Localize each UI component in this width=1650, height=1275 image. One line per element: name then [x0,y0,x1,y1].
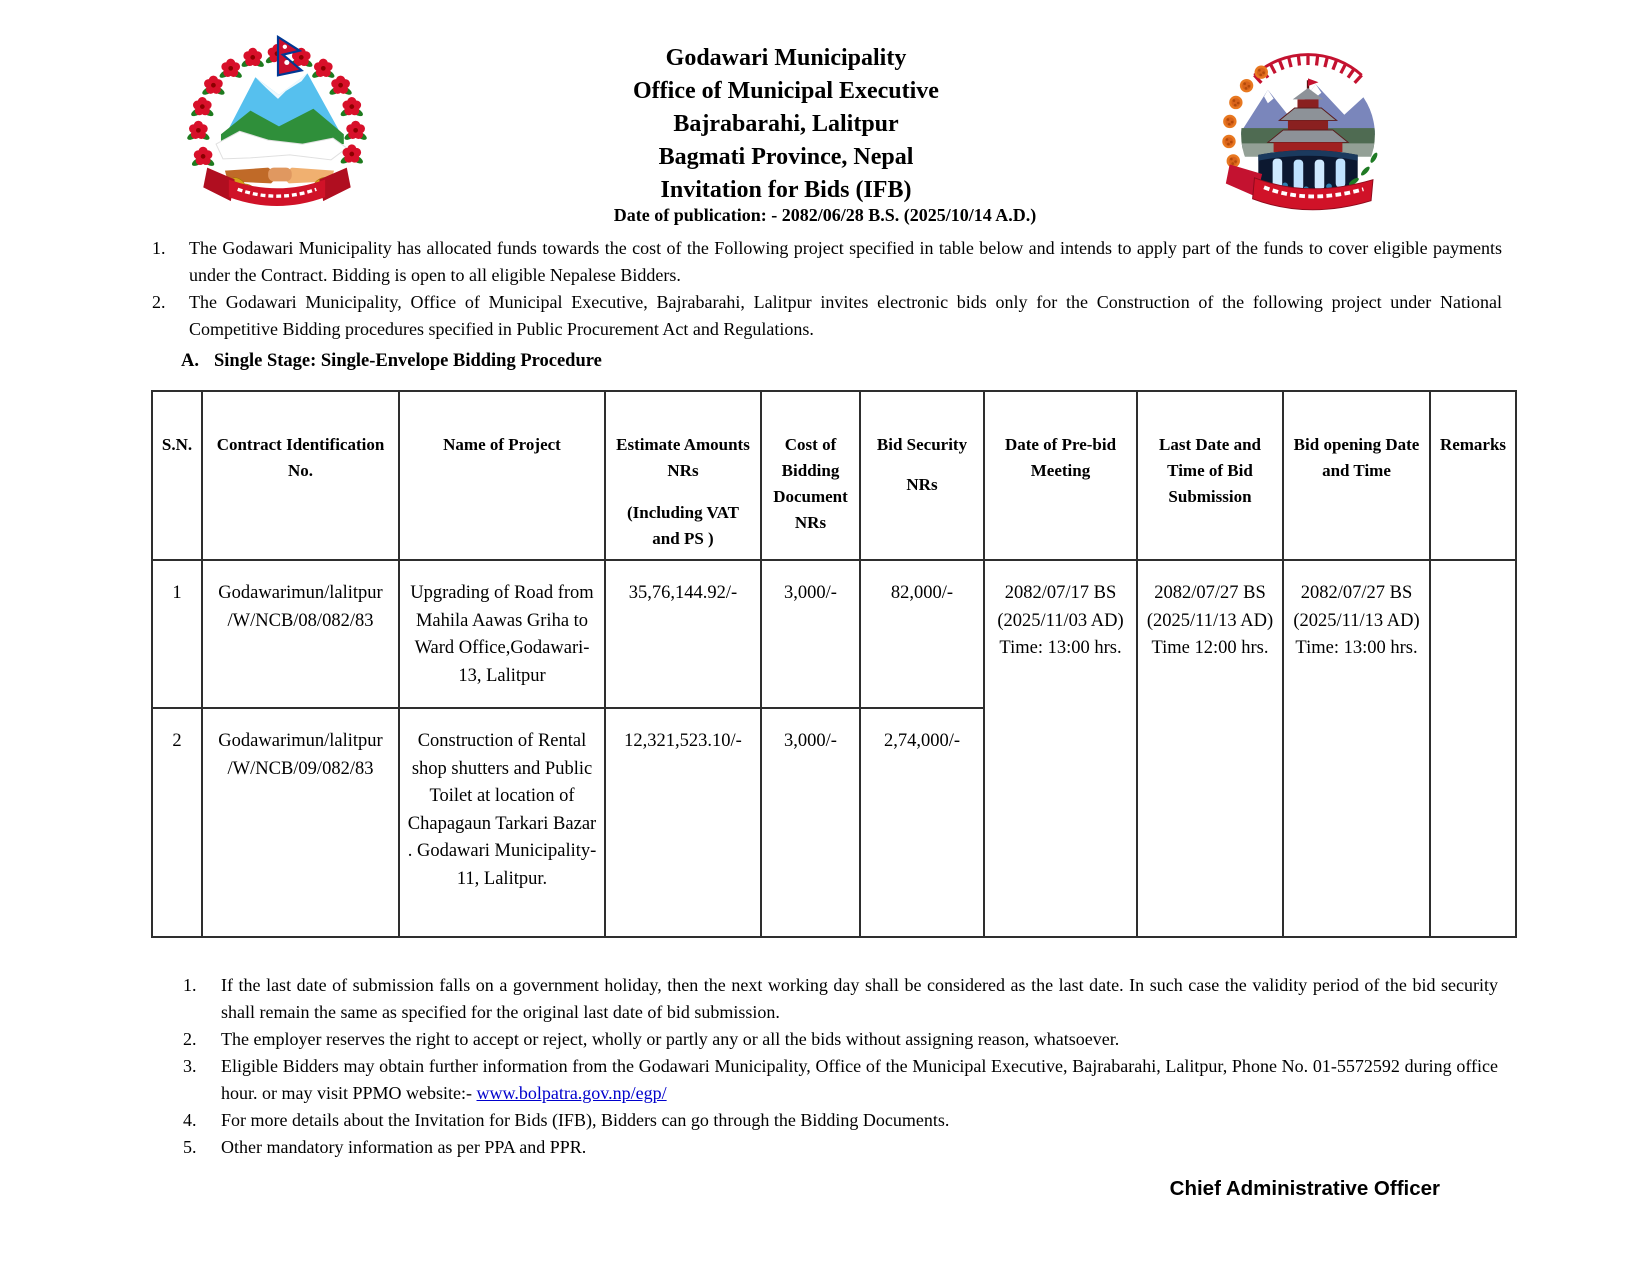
cell-estimate: 35,76,144.92/- [605,560,761,708]
intro-item-number: 2. [152,292,166,312]
municipality-seal-graphic [1212,44,1404,216]
col-header-doc-cost: Cost of Bidding Document NRs [761,391,860,560]
note-text: The employer reserves the right to accept or reject, wholly or partly any or all the bids without assigning reason, whatsoever. [221,1029,1120,1049]
cell-opening-date: 2082/07/27 BS (2025/11/13 AD) Time: 13:00 hrs. [1283,560,1430,937]
col-header-last-date: Last Date and Time of Bid Submission [1137,391,1283,560]
org-name: Godawari Municipality [665,45,907,71]
note-number: 5. [183,1137,197,1157]
note-number: 1. [183,975,197,995]
bid-table [151,390,1517,938]
cell-doc-cost: 3,000/- [761,708,860,937]
note-3 [183,1053,1498,1107]
cell-sn: 1 [152,560,202,708]
cell-last-date: 2082/07/27 BS (2025/11/13 AD) Time 12:00 hrs. [1137,560,1283,937]
table-header-row [152,391,1516,560]
municipality-seal-logo [1212,44,1404,216]
note-text: For more details about the Invitation for Bids (IFB), Bidders can go through the Bidding Documents. [221,1110,950,1130]
note-4 [183,1107,1498,1134]
note-2 [183,1026,1498,1053]
footnotes [183,972,1498,1161]
col-header-estimate: Estimate Amounts NRs (Including VAT and PS ) [605,391,761,560]
cell-estimate: 12,321,523.10/- [605,708,761,937]
org-address: Bajrabarahi, Lalitpur [673,111,899,137]
ppmo-website-link[interactable]: www.bolpatra.gov.np/egp/ [476,1083,667,1103]
table-row [152,560,1516,708]
cell-bid-security: 82,000/- [860,560,984,708]
section-label: A. [181,351,199,371]
cell-contract-id: Godawarimun/lalitpur /W/NCB/08/082/83 [202,560,399,708]
org-province: Bagmati Province, Nepal [658,144,914,170]
note-text: If the last date of submission falls on a government holiday, then the next working day shall be considered as the last date. In such case the validity period of the bid security shall remain the same as specified for the original last date of bid submission. [221,975,1498,1022]
col-header-opening: Bid opening Date and Time [1283,391,1430,560]
intro-item-number: 1. [152,238,166,258]
cell-prebid-meeting: 2082/07/17 BS (2025/11/03 AD) Time: 13:00 hrs. [984,560,1137,937]
note-text: Other mandatory information as per PPA and PPR. [221,1137,587,1157]
note-number: 4. [183,1110,197,1130]
col-header-prebid: Date of Pre-bid Meeting [984,391,1137,560]
note-1 [183,972,1498,1026]
page-title: Invitation for Bids (IFB) [660,177,912,203]
publication-date: Date of publication: - 2082/06/28 B.S. (2025/10/14 A.D.) [613,205,1037,225]
col-header-sn: S.N. [152,391,202,560]
col-header-contract-id: Contract Identification No. [202,391,399,560]
cell-project: Construction of Rental shop shutters and Public Toilet at location of Chapagaun Tarkari Bazar . Godawari Municipality-11, Lalitpur. [399,708,605,937]
col-header-project: Name of Project [399,391,605,560]
cell-bid-security: 2,74,000/- [860,708,984,937]
intro-item-1 [152,235,1502,289]
org-office: Office of Municipal Executive [633,78,939,104]
col-header-remarks: Remarks [1430,391,1516,560]
intro-item-2 [152,289,1502,343]
cell-sn: 2 [152,708,202,937]
cell-remarks [1430,560,1516,937]
intro-item-text: The Godawari Municipality, Office of Municipal Executive, Bajrabarahi, Lalitpur invites electronic bids only for the Construction of the following project under National Competitive Bidding procedures specified in Public Procurement Act and Regulations. [189,292,1502,339]
cell-doc-cost: 3,000/- [761,560,860,708]
document-header [0,0,1650,203]
note-number: 3. [183,1056,197,1076]
col-header-bid-security: Bid Security NRs [860,391,984,560]
note-text [221,1053,1498,1107]
intro-paragraphs [152,235,1502,343]
cell-project: Upgrading of Road from Mahila Aawas Griha to Ward Office,Godawari-13, Lalitpur [399,560,605,708]
note-5 [183,1134,1498,1161]
signature-title: Chief Administrative Officer [1169,1177,1440,1200]
note-number: 2. [183,1029,197,1049]
bidding-procedure-heading [181,348,1650,374]
note-text-before-link: Eligible Bidders may obtain further information from the Godawari Municipality, Office of the Municipal Executive, Bajrabarahi, Lalitpur, Phone No. 01-5572592 during office hour. or may visit PPMO website:- [221,1056,1498,1103]
section-title: Single Stage: Single-Envelope Bidding Procedure [214,351,602,371]
intro-item-text: The Godawari Municipality has allocated funds towards the cost of the Following project specified in table below and intends to apply part of the funds to cover eligible payments under the Contract. Bidding is open to all eligible Nepalese Bidders. [189,238,1502,285]
cell-contract-id: Godawarimun/lalitpur /W/NCB/09/082/83 [202,708,399,937]
